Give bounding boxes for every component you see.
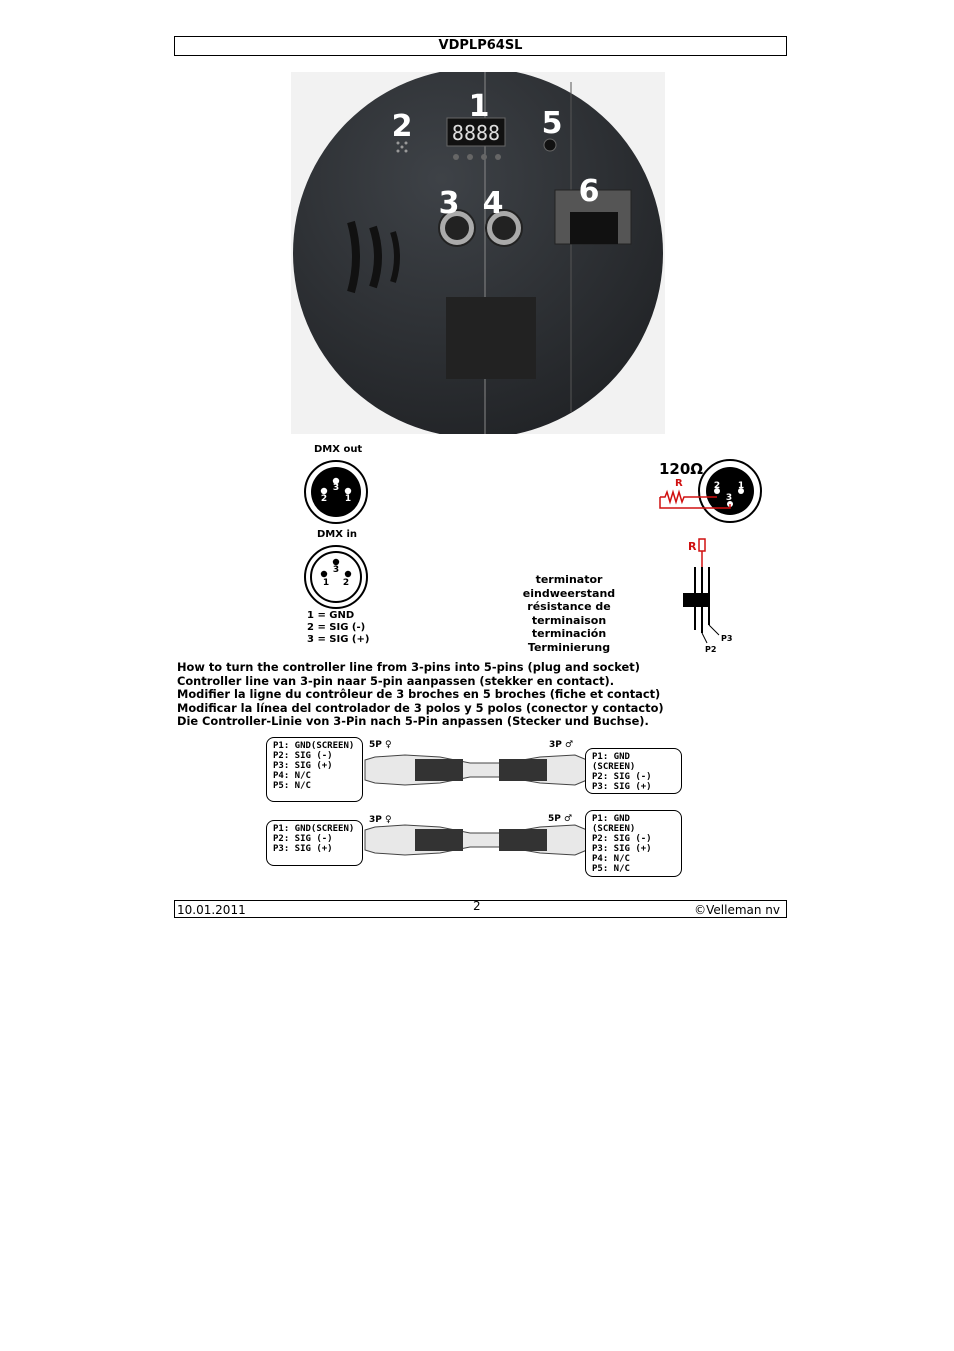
pinout-line: P3: SIG (+) (273, 761, 333, 771)
dmx-in-pin-2: 2 (342, 578, 350, 588)
page-header (174, 36, 787, 56)
pinout-line: P3: SIG (+) (592, 844, 652, 854)
callout-3: 3 (438, 186, 460, 221)
pinout-line: P4: N/C (273, 771, 311, 781)
cable-top-right-pinout (585, 748, 682, 794)
terminator-diagram (655, 455, 765, 660)
terminator-label-nl: eindweerstand (522, 586, 616, 600)
pinout-line: P1: GND (SCREEN) (592, 752, 636, 772)
terminator-label-fr-2: terminaison (531, 613, 607, 627)
howto-fr: Modifier la ligne du contrôleur de 3 broches en 5 broches (fiche et contact) (177, 687, 661, 702)
cable-top-right-label: 3P ♂ (549, 740, 574, 750)
callout-6: 6 (578, 174, 600, 209)
callout-2: 2 (391, 109, 413, 144)
dmx-in-connector-diagram (303, 544, 369, 610)
p2-label: P2 (705, 645, 717, 654)
resistor-label-top: R (675, 478, 683, 489)
terminator-pin-3: 3 (725, 493, 733, 503)
dmx-out-connector-diagram (303, 459, 369, 525)
cable-top (365, 755, 587, 785)
terminator-label-en: terminator (535, 573, 603, 586)
pinout-line: P3: SIG (+) (273, 844, 333, 854)
dmx-in-label: DMX in (317, 529, 357, 540)
pinout-line: P2: SIG (-) (273, 834, 333, 844)
howto-en: How to turn the controller line from 3-pins into 5-pins (plug and socket) (177, 660, 640, 674)
footer-date: 10.01.2011 (177, 903, 246, 917)
cable-bottom-left-pinout (266, 820, 363, 866)
cable-bottom (365, 825, 587, 855)
pinout-line: P4: N/C (592, 854, 630, 864)
terminator-label-de: Terminierung (527, 640, 611, 654)
pinout-line: P5: N/C (592, 864, 630, 874)
pinout-line: P5: N/C (273, 781, 311, 791)
dmx-out-pin-1: 1 (344, 494, 352, 504)
pinout-line: P3: SIG (+) (592, 782, 652, 792)
dmx-in-pin-3: 3 (332, 565, 340, 575)
howto-nl: Controller line van 3-pin naar 5-pin aanpassen (stekker en contact). (177, 673, 615, 688)
cable-bottom-left-label: 3P ♀ (369, 815, 392, 825)
cable-top-left-pinout (266, 737, 363, 802)
terminator-pin-2: 2 (713, 481, 721, 491)
terminator-label-fr-1: résistance de (527, 600, 611, 614)
device-back-panel-illustration (291, 72, 665, 434)
dmx-out-label: DMX out (314, 444, 363, 455)
callout-4: 4 (482, 186, 504, 221)
page-footer (174, 900, 787, 918)
cable-bottom-right-label: 5P ♂ (548, 814, 573, 824)
pinout-line: P1: GND (SCREEN) (592, 814, 636, 834)
howto-es: Modificar la línea del controlador de 3 polos y 5 polos (conector y contacto) (177, 700, 664, 715)
pinout-line: P2: SIG (-) (592, 772, 652, 782)
resistor-label-bottom: R (688, 540, 697, 553)
terminator-label-es: terminación (531, 627, 607, 641)
pin-legend-1: 1 = GND (307, 610, 355, 621)
p3-label: P3 (721, 634, 733, 643)
callout-5: 5 (541, 106, 563, 141)
pin-legend-3: 3 = SIG (+) (307, 634, 370, 645)
footer-page-number: 2 (473, 899, 481, 913)
dmx-in-pin-1: 1 (322, 578, 330, 588)
dmx-out-pin-3: 3 (332, 483, 340, 493)
pinout-line: P1: GND(SCREEN) (273, 824, 355, 834)
terminator-labels (504, 573, 634, 655)
footer-copyright: ©Velleman nv (694, 903, 780, 917)
callout-1: 1 (468, 89, 490, 124)
howto-instructions (177, 661, 664, 729)
cable-bottom-right-pinout (585, 810, 682, 877)
pinout-line: P1: GND(SCREEN) (273, 741, 355, 751)
dmx-out-pin-2: 2 (320, 494, 328, 504)
resistance-label: 120Ω (659, 460, 704, 478)
howto-de: Die Controller-Linie von 3-Pin nach 5-Pin anpassen (Stecker und Buchse). (177, 714, 649, 729)
page-title: VDPLP64SL (438, 38, 523, 53)
terminator-pin-1: 1 (737, 481, 745, 491)
pinout-line: P2: SIG (-) (592, 834, 652, 844)
pin-legend (307, 610, 369, 646)
cable-top-left-label: 5P ♀ (369, 740, 392, 750)
display-digits: 8888 (451, 121, 501, 145)
pin-legend-2: 2 = SIG (-) (307, 622, 366, 633)
pinout-line: P2: SIG (-) (273, 751, 333, 761)
